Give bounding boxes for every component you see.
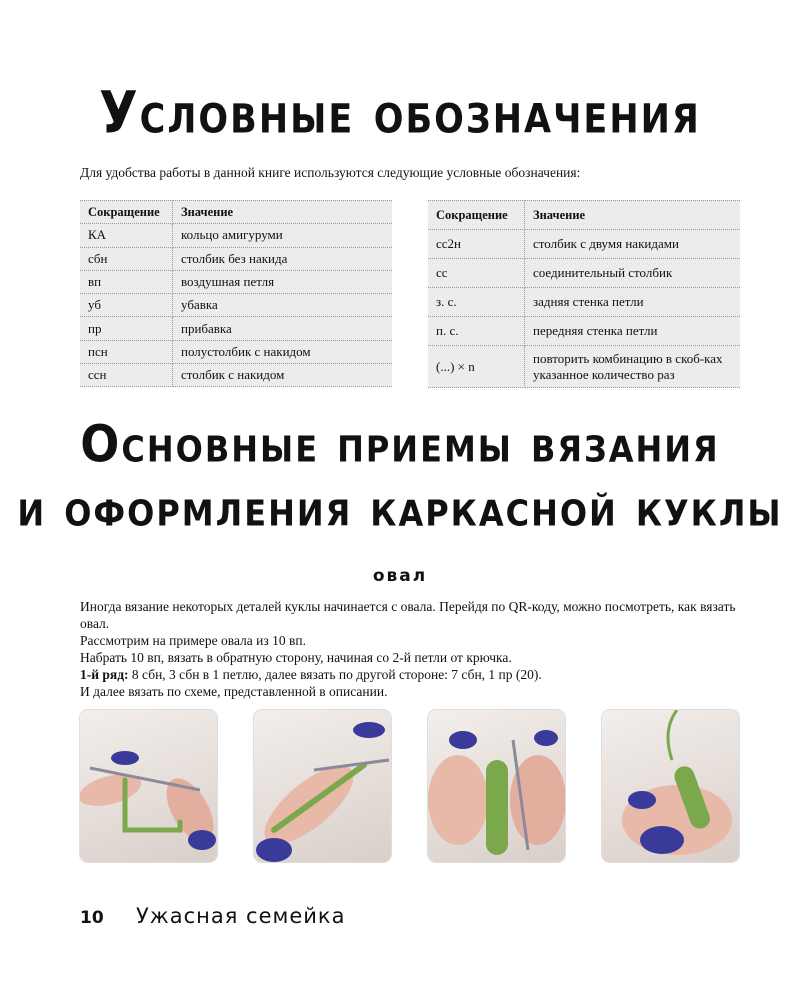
abbreviations-table-left [80,200,392,387]
meaning-cell: кольцо амигуруми [173,224,393,247]
table-row [80,364,392,387]
column-header: Сокращение [428,201,525,230]
paragraph: Иногда вязание некоторых деталей куклы начинается с овала. Перейдя по QR-коду, можно посмотреть, как вязать овал. [80,599,736,631]
table-row [80,270,392,293]
row-instructions: 8 сбн, 3 сбн в 1 петлю, далее вязать по другой стороне: 7 сбн, 1 пр (20). [128,667,542,682]
step-photo-2 [254,710,391,862]
meaning-cell: полустолбик с накидом [173,340,393,363]
column-header: Сокращение [80,201,173,224]
column-header: Значение [525,201,741,230]
meaning-cell: повторить комбинацию в скоб-ках указанное количество раз [525,346,741,388]
abbr-cell: уб [80,294,173,317]
subsection-heading: овал [372,566,428,586]
section-title-line: и оформления каркасной куклы [17,478,783,538]
column-header: Значение [173,201,393,224]
abbr-cell: п. с. [428,317,525,346]
instructions-text [80,598,740,700]
section-title-line: Основные приемы вязания [80,414,720,474]
table-row [428,230,740,259]
step-photo-3 [428,710,565,862]
abbr-cell: (...) × n [428,346,525,388]
page-title: Условные обозначения [99,79,701,147]
section-title [0,412,800,540]
paragraph: И далее вязать по схеме, представленной в описании. [80,684,388,699]
abbreviations-table-right [428,200,740,388]
meaning-cell: столбик с накидом [173,364,393,387]
table-row [428,259,740,288]
table-row [80,224,392,247]
meaning-cell: убавка [173,294,393,317]
meaning-cell: столбик с двумя накидами [525,230,741,259]
table-row [428,317,740,346]
paragraph: Набрать 10 вп, вязать в обратную сторону, начиная со 2-й петли от крючка. [80,650,512,665]
intro-text: Для удобства работы в данной книге используются следующие условные обозначения: [80,165,581,180]
abbr-cell: псн [80,340,173,363]
table-row [80,317,392,340]
table-row [428,346,740,388]
step-photo-1 [80,710,217,862]
step-photo-4 [602,710,739,862]
page-number: 10 [80,908,104,928]
meaning-cell: соединительный столбик [525,259,741,288]
abbr-cell: вп [80,270,173,293]
abbr-cell: ссн [80,364,173,387]
meaning-cell: задняя стенка петли [525,288,741,317]
paragraph [80,666,740,683]
meaning-cell: воздушная петля [173,270,393,293]
table-header-row [80,201,392,224]
abbr-cell: КА [80,224,173,247]
book-title: Ужасная семейка [136,904,346,928]
meaning-cell: столбик без накида [173,247,393,270]
paragraph: Рассмотрим на примере овала из 10 вп. [80,633,306,648]
abbr-cell: пр [80,317,173,340]
table-row [80,340,392,363]
table-row [80,247,392,270]
meaning-cell: передняя стенка петли [525,317,741,346]
abbr-cell: сс2н [428,230,525,259]
abbr-cell: сс [428,259,525,288]
table-row [80,294,392,317]
meaning-cell: прибавка [173,317,393,340]
table-header-row [428,201,740,230]
abbr-cell: з. с. [428,288,525,317]
abbr-cell: сбн [80,247,173,270]
row-label: 1-й ряд: [80,667,129,682]
table-row [428,288,740,317]
